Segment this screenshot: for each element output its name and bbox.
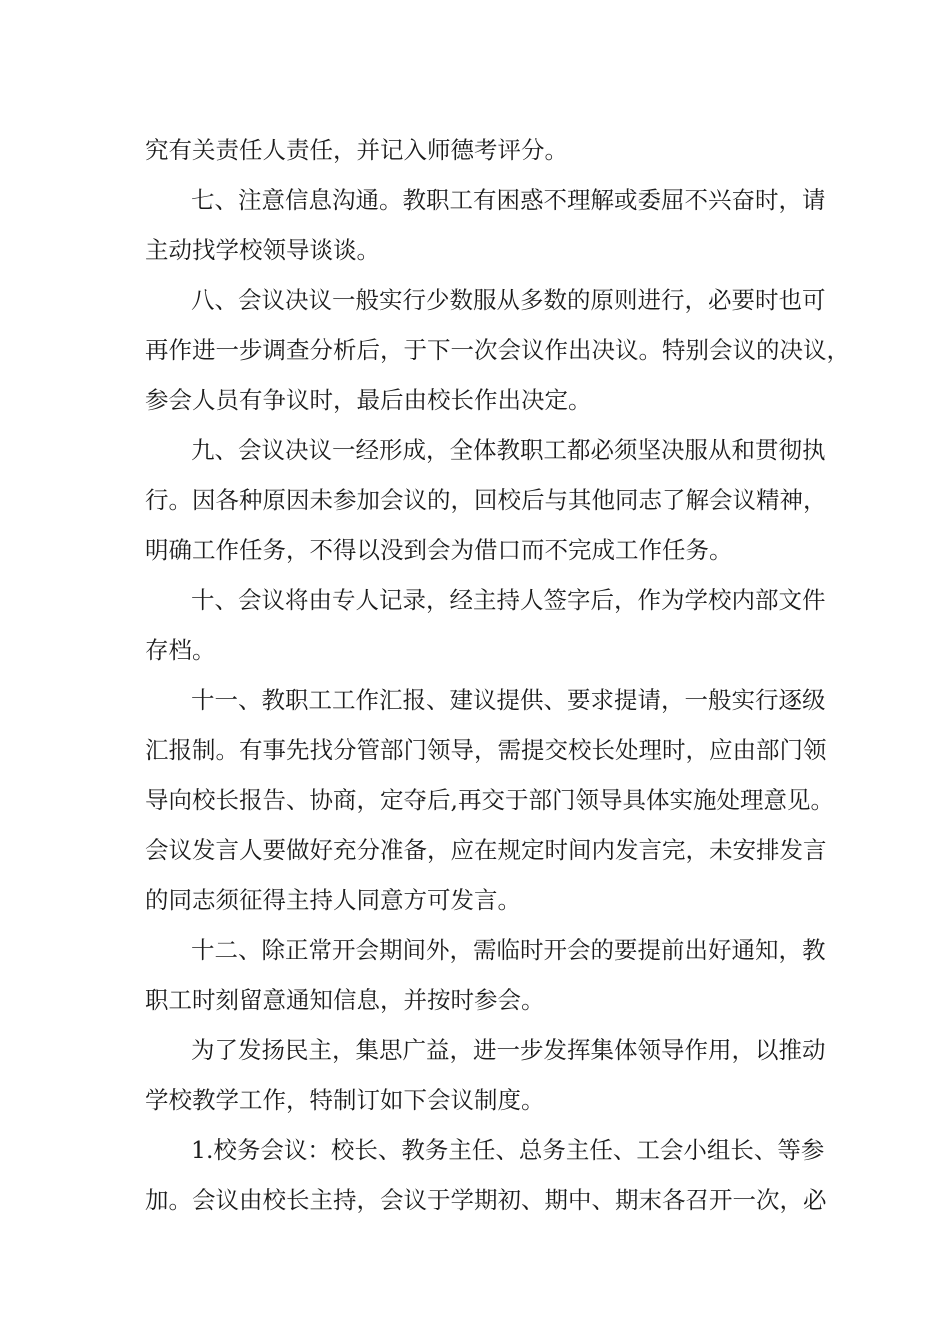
text-line: 十二、除正常开会期间外，需临时开会的要提前出好通知，教 bbox=[191, 936, 826, 964]
text-line: 七、注意信息沟通。教职工有困惑不理解或委屈不兴奋时，请 bbox=[191, 186, 826, 214]
text-line: 究有关责任人责任，并记入师德考评分。 bbox=[145, 136, 568, 164]
text-line: 八、会议决议一般实行少数服从多数的原则进行，必要时也可 bbox=[191, 286, 826, 314]
text-line: 为了发扬民主，集思广益，进一步发挥集体领导作用，以推动 bbox=[191, 1036, 826, 1064]
text-line: 的同志须征得主持人同意方可发言。 bbox=[145, 886, 521, 914]
text-line: 参会人员有争议时，最后由校长作出决定。 bbox=[145, 386, 592, 414]
text-line: 十一、教职工工作汇报、建议提供、要求提请，一般实行逐级 bbox=[191, 686, 826, 714]
text-line: 九、会议决议一经形成，全体教职工都必须坚决服从和贯彻执 bbox=[191, 436, 826, 464]
text-line: 1.校务会议：校长、教务主任、总务主任、工会小组长、等参 bbox=[191, 1136, 825, 1164]
text-line: 存档。 bbox=[145, 636, 216, 664]
text-line: 再作进一步调查分析后，于下一次会议作出决议。特别会议的决议， bbox=[145, 336, 850, 364]
text-line: 会议发言人要做好充分准备，应在规定时间内发言完，未安排发言 bbox=[145, 836, 827, 864]
text-line: 学校教学工作，特制订如下会议制度。 bbox=[145, 1086, 545, 1114]
text-line: 十、会议将由专人记录，经主持人签字后，作为学校内部文件 bbox=[191, 586, 826, 614]
text-line: 汇报制。有事先找分管部门领导，需提交校长处理时，应由部门领 bbox=[145, 736, 827, 764]
text-line: 主动找学校领导谈谈。 bbox=[145, 236, 380, 264]
text-line: 导向校长报告、协商，定夺后,再交于部门领导具体实施处理意见。 bbox=[145, 786, 834, 814]
text-line: 加。会议由校长主持，会议于学期初、期中、期末各召开一次，必 bbox=[145, 1186, 827, 1214]
text-line: 行。因各种原因未参加会议的，回校后与其他同志了解会议精神， bbox=[145, 486, 827, 514]
text-line: 明确工作任务，不得以没到会为借口而不完成工作任务。 bbox=[145, 536, 733, 564]
text-line: 职工时刻留意通知信息，并按时参会。 bbox=[145, 986, 545, 1014]
